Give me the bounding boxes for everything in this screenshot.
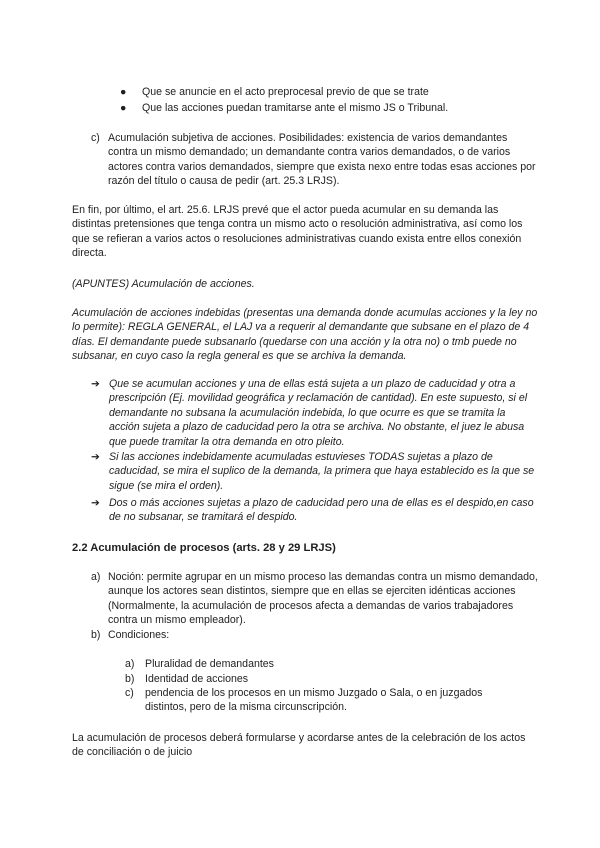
bullet-text: Que las acciones puedan tramitarse ante el mismo JS o Tribunal. xyxy=(142,102,449,114)
list-item-a xyxy=(91,570,538,628)
paragraph-enfin: En fin, por último, el art. 25.6. LRJS prevé que el actor pueda acumular en su demanda las distintas pretensiones que tenga contra un mismo acto o resolución administrativa, así como los que se refieran a varios actos o resoluciones administrativas cuando exista entre ellos conexión directa. xyxy=(72,204,523,260)
condition-text: pendencia de los procesos en un mismo Juzgado o Sala, o en juzgados distintos, pero de la misma circunscripción. xyxy=(145,687,483,714)
arrow-item xyxy=(91,496,538,525)
list-marker: b) xyxy=(125,673,135,685)
list-marker: c) xyxy=(91,132,100,144)
list-marker: c) xyxy=(125,687,134,699)
arrow-item xyxy=(91,450,538,493)
condition-item xyxy=(125,672,525,686)
bullet-dot-icon: ● xyxy=(120,102,127,114)
arrow-item-text: Dos o más acciones sujetas a plazo de caducidad pero una de ellas es el despido,en caso de no subsanar, se tramitará el despido. xyxy=(109,497,534,524)
bullet-item xyxy=(120,101,540,115)
list-marker: a) xyxy=(125,658,135,670)
list-marker: b) xyxy=(91,629,101,641)
bullet-text: Que se anuncie en el acto preprocesal previo de que se trate xyxy=(142,86,429,98)
arrow-right-icon: ➔ xyxy=(91,451,100,463)
condition-item xyxy=(125,686,525,715)
arrow-right-icon: ➔ xyxy=(91,497,100,509)
condition-text: Pluralidad de demandantes xyxy=(145,658,274,670)
bullet-item xyxy=(120,85,540,99)
bullet-dot-icon: ● xyxy=(120,86,127,98)
arrow-item xyxy=(91,377,538,449)
arrow-right-icon: ➔ xyxy=(91,378,100,390)
list-item-text: Noción: permite agrupar en un mismo proceso las demandas contra un mismo demandado, aunque los actores sean distintos, siempre que en ellas se ejerciten idénticas acciones (Normalmente, la acumulación de procesos afecta a demandas de varios trabajadores contra un mismo empleador). xyxy=(108,571,538,627)
arrow-item-text: Que se acumulan acciones y una de ellas está sujeta a un plazo de caducidad y otra a prescripción (Ej. movilidad geográfica y reclamación de cantidad). En este supuesto, si el demandante no subsana la acumulación indebida, lo que ocurre es que se tramita la acción sujeta a plazo de caducidad pero la otra se archiva. No obstante, el juez le abusa que puede tramitar la otra demanda en otro pleito. xyxy=(109,378,528,448)
condition-item xyxy=(125,657,525,671)
list-item-c xyxy=(91,131,538,189)
list-item-text: Condiciones: xyxy=(108,629,170,641)
condition-text: Identidad de acciones xyxy=(145,673,249,685)
apuntes-title: (APUNTES) Acumulación de acciones. xyxy=(72,278,255,290)
list-item-text: Acumulación subjetiva de acciones. Posibilidades: existencia de varios demandantes contra un mismo demandado; un demandante contra varios demandados, o de varios actores contra varios demandados, siempre que exista nexo entre todas esas acciones por razón del título o causa de pedir (art. 25.3 LRJS). xyxy=(108,132,536,188)
list-item-b xyxy=(91,628,538,642)
arrow-item-text: Si las acciones indebidamente acumuladas estuvieses TODAS sujetas a plazo de caducidad, se mira el suplico de la demanda, la primera que haya establecido es la que se sigue (se mira el orden). xyxy=(109,451,535,492)
list-marker: a) xyxy=(91,571,101,583)
section-heading: 2.2 Acumulación de procesos (arts. 28 y 29 LRJS) xyxy=(72,542,336,554)
paragraph-final: La acumulación de procesos deberá formularse y acordarse antes de la celebración de los actos de conciliación o de juicio xyxy=(72,732,526,759)
paragraph-indebidas: Acumulación de acciones indebidas (presentas una demanda donde acumulas acciones y la ley no lo permite): REGLA GENERAL, el LAJ va a requerir al demandante que subsane en el plazo de 4 días. El demandante puede subsanarlo (quedarse con una acción y la otra no) o tmb puede no subsanar, en cuyo caso la regla general es que se archiva la demanda. xyxy=(72,307,538,363)
